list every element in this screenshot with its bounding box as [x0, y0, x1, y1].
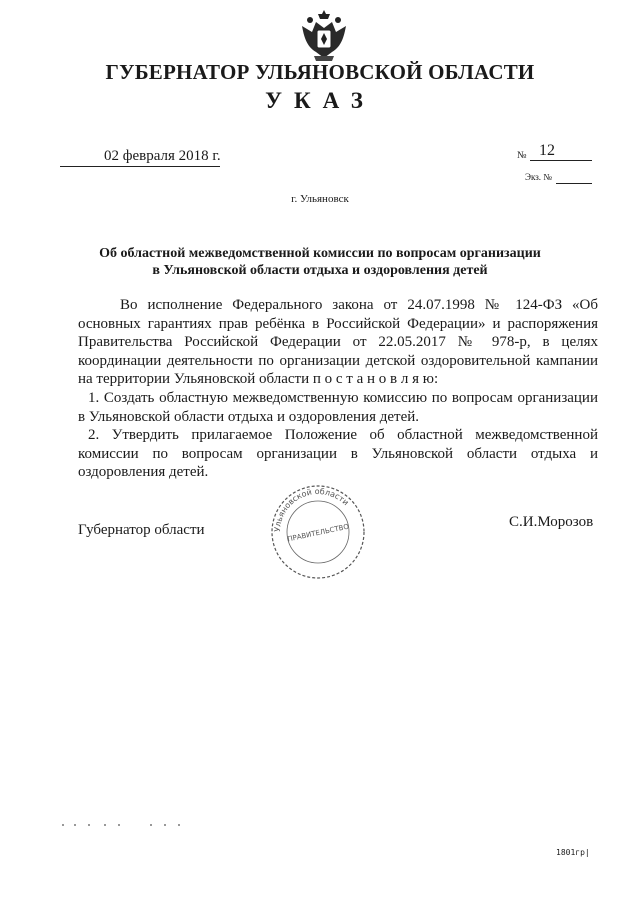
date-underline: [60, 166, 220, 167]
scan-artifact: [60, 822, 190, 828]
seal-ring-text: Ульяновской области: [272, 486, 351, 533]
city: г. Ульяновск: [291, 193, 349, 205]
document-date: 02 февраля 2018 г.: [104, 148, 221, 164]
document-body: [78, 296, 598, 482]
clause-2: 2. Утвердить прилагаемое Положение об областной межведомственной комиссии по вопросам организации в Ульяновской области отдыха и оздоровления детей.: [78, 427, 598, 481]
copy-number-label: Экз. №: [525, 172, 552, 182]
seal-center-text: ПРАВИТЕЛЬСТВО: [286, 522, 350, 544]
document-number: 12: [539, 142, 555, 159]
issuing-authority: ГУБЕРНАТОР УЛЬЯНОВСКОЙ ОБЛАСТИ: [105, 60, 535, 84]
official-seal: [268, 482, 368, 582]
clause-1: 1. Создать областную межведомственную комиссию по вопросам организации в Ульяновской области отдыха и оздоровления детей.: [78, 389, 598, 425]
document-type: УКАЗ: [265, 88, 375, 113]
signatory-role: Губернатор области: [78, 522, 205, 538]
copy-number-underline: [556, 183, 592, 184]
print-code: 1801гр|: [556, 848, 590, 857]
signatory-name: С.И.Морозов: [509, 514, 594, 530]
document-title: [90, 245, 550, 279]
title-line-2: в Ульяновской области отдыха и оздоровления детей: [152, 263, 488, 278]
number-underline: [530, 160, 592, 161]
number-label: №: [517, 150, 527, 161]
coat-of-arms-icon: [296, 6, 352, 64]
preamble-paragraph: Во исполнение Федерального закона от 24.07.1998 № 124-ФЗ «Об основных гарантиях прав ребёнка в Российской Федерации» и распоряжения Правительства Российской Федерации от 22.05.2017 № 978-р, в целях координации деятельности по организации детской оздоровительной кампании на территории Ульяновской области п о с т а н о в л я ю:: [78, 297, 598, 388]
title-line-1: Об областной межведомственной комиссии по вопросам организации: [99, 246, 541, 261]
